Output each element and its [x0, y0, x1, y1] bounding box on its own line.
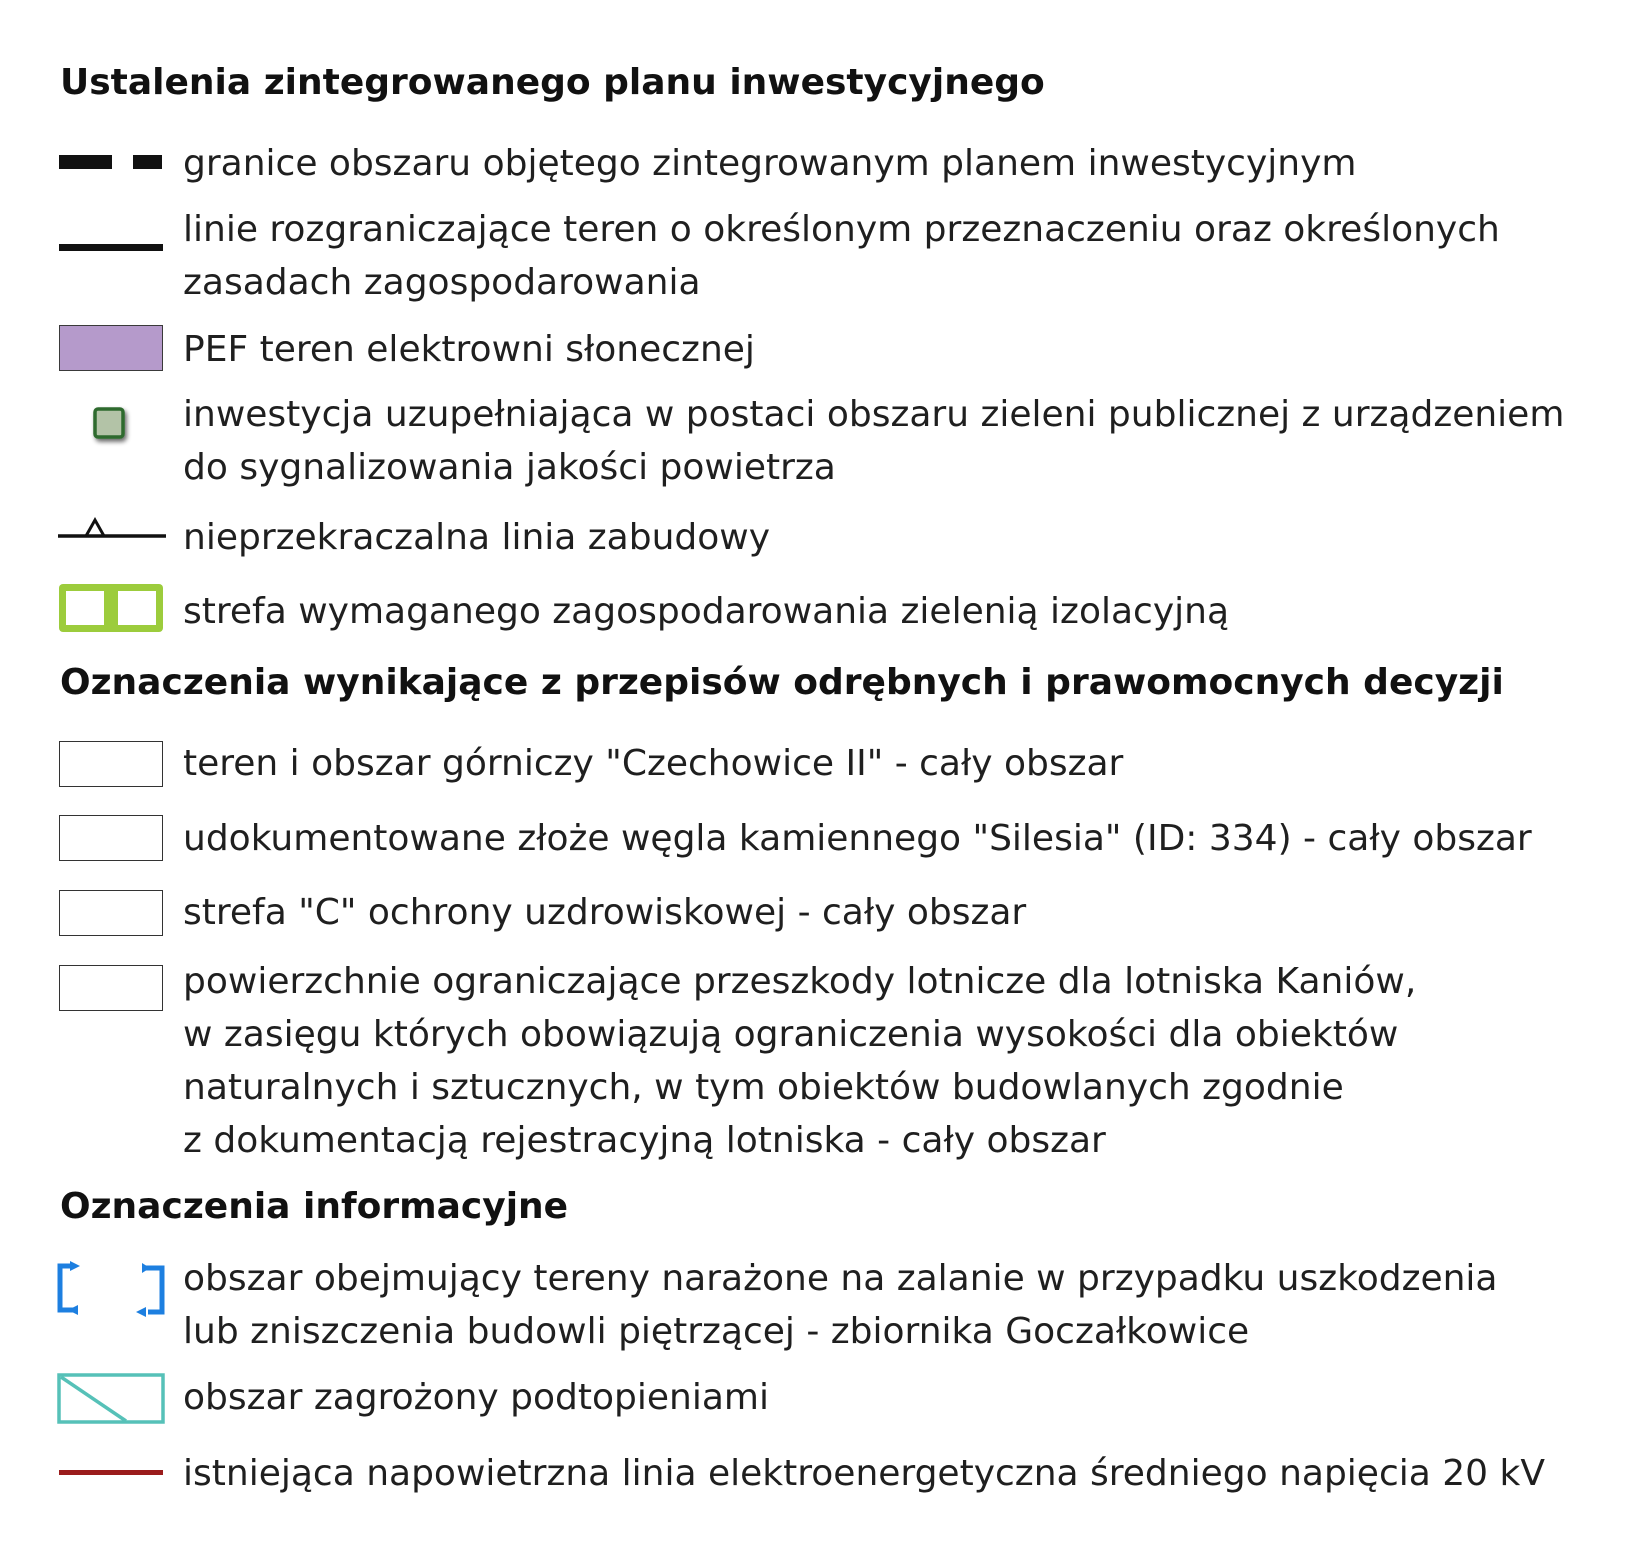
legend-label: linie rozgraniczające teren o określonym przeznaczeniu oraz określonych zasadach zagospodarowania [183, 209, 1500, 303]
legend-label: powierzchnie ograniczające przeszkody lotnicze dla lotniska Kaniów, w zasięgu których obowiązują ograniczenia wysokości dla obiektów naturalnych i sztucznych, w tym obiektów budowlanych zgodnie z dokumentacją rejestracyjną lotniska - cały obszar [183, 961, 1417, 1161]
legend-label: udokumentowane złoże węgla kamiennego "Silesia" (ID: 334) - cały obszar [183, 818, 1532, 859]
dashed-boundary-line-icon [56, 150, 166, 172]
empty-box-icon [59, 965, 163, 1011]
section-title-regulations: Oznaczenia wynikające z przepisów odrębnych i prawomocnych decyzji [60, 662, 1504, 703]
power-line-icon [56, 1467, 168, 1479]
legend-label: obszar obejmujący tereny narażone na zalanie w przypadku uszkodzenia lub zniszczenia budowli piętrzącej - zbiornika Goczałkowice [183, 1258, 1498, 1352]
legend-label: istniejąca napowietrzna linia elektroenergetyczna średniego napięcia 20 kV [183, 1453, 1545, 1494]
legend-label: PEF teren elektrowni słonecznej [183, 329, 755, 370]
waterlogging-area-icon [56, 1372, 168, 1426]
legend-label: granice obszaru objętego zintegrowanym planem inwestycyjnym [183, 143, 1357, 184]
green-square-marker-icon [86, 400, 136, 450]
empty-box-icon [59, 815, 163, 861]
legend-label: teren i obszar górniczy "Czechowice II" - cały obszar [183, 743, 1124, 784]
legend-label: nieprzekraczalna linia zabudowy [183, 517, 771, 558]
empty-box-icon [59, 890, 163, 936]
building-line-icon [56, 512, 168, 542]
isolation-green-zone-icon [56, 581, 168, 635]
solar-plant-fill-icon [59, 325, 163, 371]
legend-label: inwestycja uzupełniająca w postaci obszaru zieleni publicznej z urządzeniem do sygnalizowania jakości powietrza [183, 394, 1565, 488]
section-title-plan: Ustalenia zintegrowanego planu inwestycyjnego [60, 62, 1045, 103]
solid-boundary-line-icon [56, 241, 166, 255]
empty-box-icon [59, 741, 163, 787]
legend-label: strefa "C" ochrony uzdrowiskowej - cały obszar [183, 892, 1027, 933]
section-title-informational: Oznaczenia informacyjne [60, 1186, 569, 1227]
legend-label: strefa wymaganego zagospodarowania zielenią izolacyjną [183, 591, 1230, 632]
legend-label: obszar zagrożony podtopieniami [183, 1377, 769, 1418]
flood-area-bracket-icon [56, 1260, 168, 1318]
